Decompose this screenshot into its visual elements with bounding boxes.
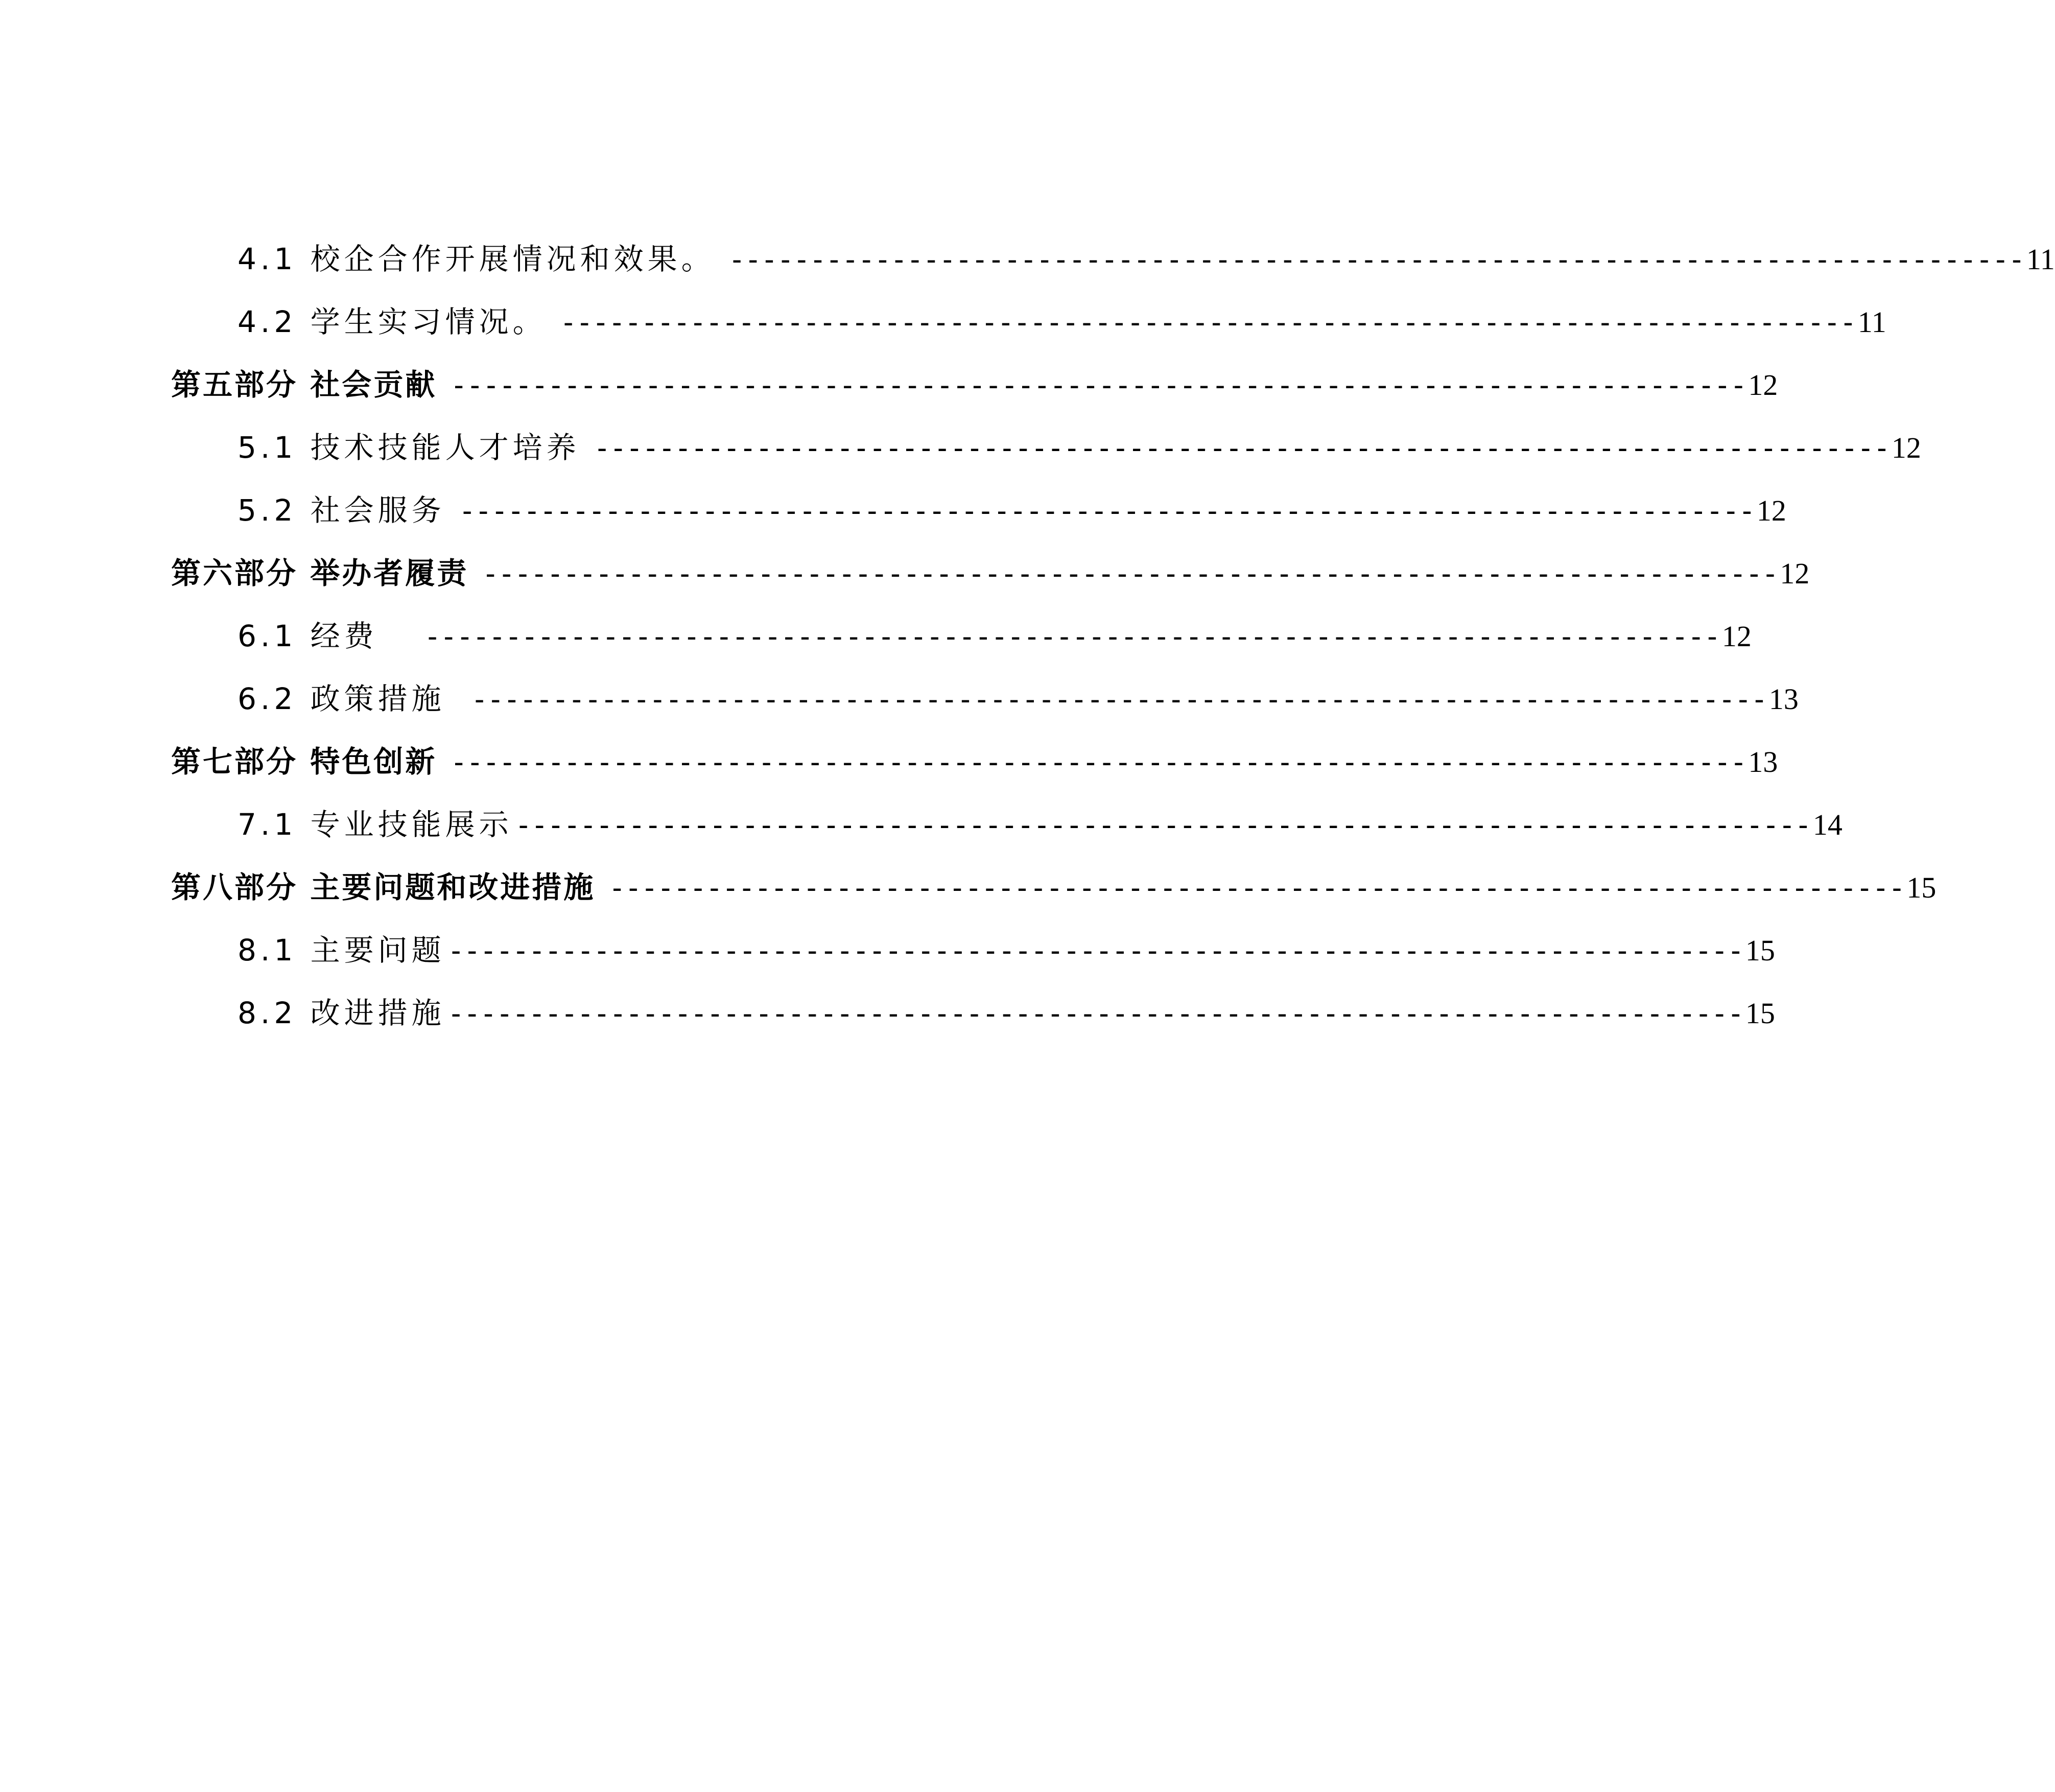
toc-entry-title: 5.1 技术技能人才培养 xyxy=(238,430,580,465)
toc-page-number: 14 xyxy=(1812,808,1843,841)
toc-entry-title: 第七部分 特色创新 xyxy=(171,744,437,779)
toc-leader-dashes: -------------------------------------------------------------------------------- xyxy=(470,683,1767,716)
toc-leader-dashes: -------------------------------------------------------------------------------- xyxy=(608,871,1905,905)
toc-page-number: 12 xyxy=(1748,368,1778,402)
toc-leader-dashes: -------------------------------------------------------------------------------- xyxy=(559,306,1856,339)
toc-leader-dashes: -------------------------------------------------------------------------------- xyxy=(450,369,1746,402)
toc-page-number: 12 xyxy=(1756,494,1786,527)
toc-entry-4-1[interactable] xyxy=(238,235,2055,291)
toc-page-number: 15 xyxy=(1906,871,1936,904)
toc-leader-dashes: -------------------------------------------------------------------------------- xyxy=(514,809,1811,842)
toc-leader-dashes: -------------------------------------------------------------------------------- xyxy=(593,432,1889,465)
toc-page-number: 13 xyxy=(1768,682,1799,716)
toc-page-number: 13 xyxy=(1748,745,1778,779)
toc-entry-title: 4.2 学生实习情况。 xyxy=(238,304,547,339)
toc-entry-title: 8.2 改进措施 xyxy=(238,996,445,1030)
toc-leader-dashes: -------------------------------------------------------------------------------- xyxy=(482,557,1778,591)
toc-entry-title: 6.1 经费 xyxy=(238,619,378,653)
toc-leader-dashes: -------------------------------------------------------------------------------- xyxy=(450,746,1746,779)
toc-entry-title: 8.1 主要问题 xyxy=(238,933,445,968)
toc-page-number: 15 xyxy=(1745,934,1775,967)
toc-entry-5-1[interactable] xyxy=(238,423,1921,480)
toc-page-number: 12 xyxy=(1721,620,1752,653)
toc-leader-dashes: -------------------------------------------------------------------------------- xyxy=(728,243,2024,276)
toc-entry-8-2[interactable] xyxy=(238,989,1775,1045)
toc-entry-8-1[interactable] xyxy=(238,926,1775,982)
toc-page-number: 12 xyxy=(1891,431,1921,464)
toc-entry-title: 第五部分 社会贡献 xyxy=(171,367,437,402)
toc-leader-dashes: -------------------------------------------------------------------------------- xyxy=(447,997,1743,1030)
toc-leader-dashes: -------------------------------------------------------------------------------- xyxy=(447,934,1743,968)
toc-leader-dashes: -------------------------------------------------------------------------------- xyxy=(458,494,1755,528)
toc-entry-part-5[interactable] xyxy=(171,361,1778,417)
toc-entry-7-1[interactable] xyxy=(238,800,1843,857)
toc-entry-4-2[interactable] xyxy=(238,298,1886,354)
toc-page-number: 12 xyxy=(1780,557,1810,590)
toc-entry-title: 第六部分 举办者履责 xyxy=(171,556,469,591)
toc-page-number: 11 xyxy=(2026,243,2055,276)
toc-page-number: 15 xyxy=(1745,997,1775,1030)
toc-entry-6-1[interactable] xyxy=(238,612,1752,668)
toc-entry-part-8[interactable] xyxy=(171,863,1936,919)
toc-entry-6-2[interactable] xyxy=(238,675,1799,731)
toc-entry-part-7[interactable] xyxy=(171,738,1778,794)
toc-entry-title: 第八部分 主要问题和改进措施 xyxy=(171,870,596,905)
toc-entry-title: 5.2 社会服务 xyxy=(238,493,445,528)
toc-entry-title: 4.1 校企合作开展情况和效果。 xyxy=(238,242,715,276)
toc-page-number: 11 xyxy=(1857,305,1886,339)
toc-leader-dashes: -------------------------------------------------------------------------------- xyxy=(423,620,1720,653)
toc-entry-5-2[interactable] xyxy=(238,486,1786,543)
toc-entry-title: 6.2 政策措施 xyxy=(238,681,445,716)
toc-entry-part-6[interactable] xyxy=(171,549,1810,605)
toc-entry-title: 7.1 专业技能展示 xyxy=(238,807,513,842)
